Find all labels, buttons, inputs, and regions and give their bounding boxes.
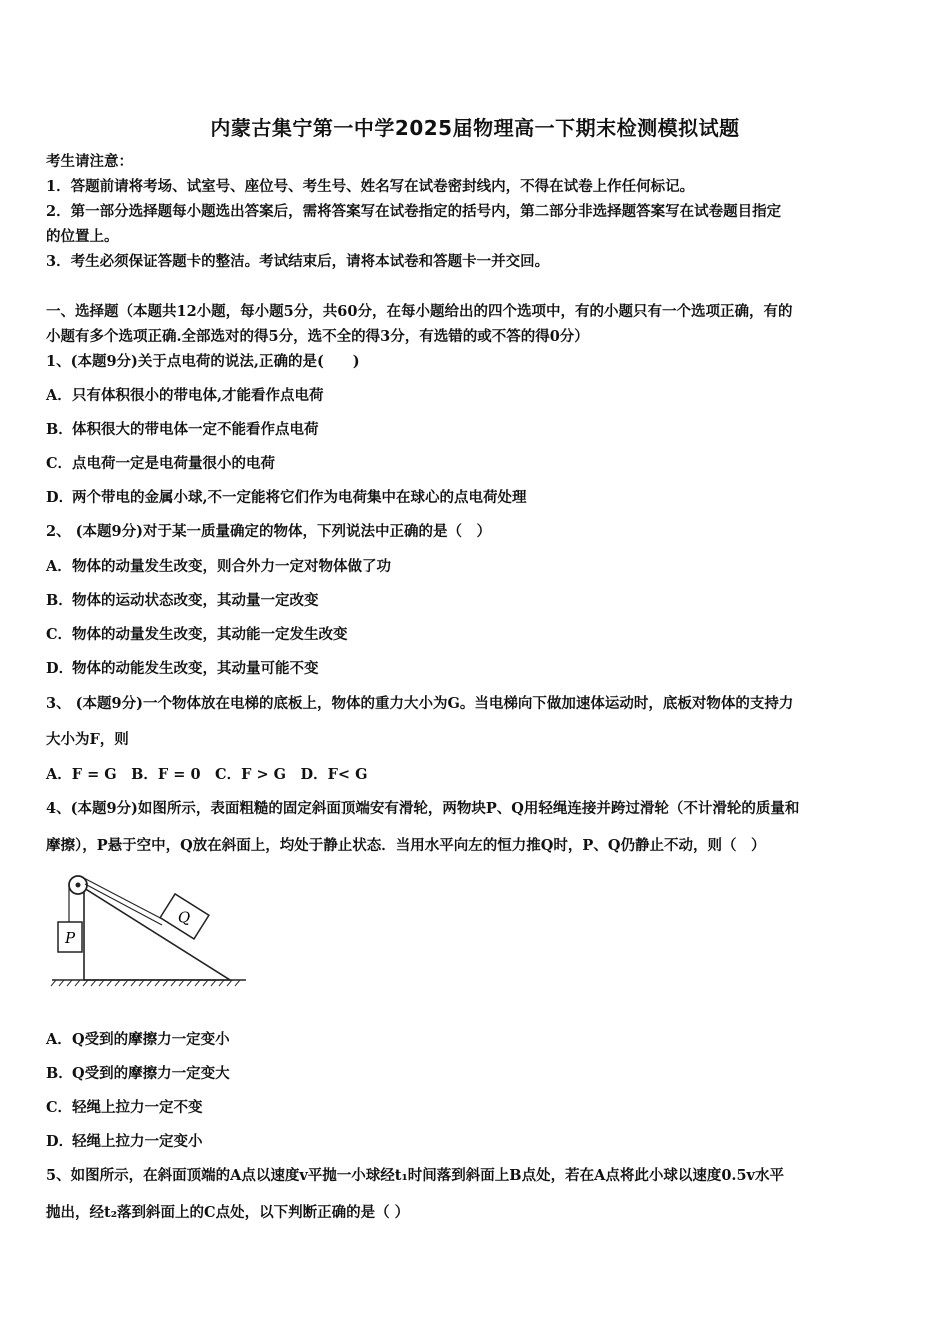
option-text: 物体的动能发生改变，其动量可能不变	[72, 660, 319, 677]
option-letter: D．	[46, 489, 74, 506]
q2-stem: 2、 (本题9分)对于某一质量确定的物体，下列说法中正确的是（ ）	[46, 523, 491, 540]
page-title: 内蒙古集宁第一中学2025届物理高一下期末检测模拟试题	[210, 116, 740, 140]
option-text: 体积很大的带电体一定不能看作点电荷	[72, 421, 319, 438]
option-text: 物体的动量发生改变，则合外力一定对物体做了功	[72, 558, 391, 575]
q1-option-b	[46, 420, 908, 440]
option-text: 物体的运动状态改变，其动量一定改变	[72, 592, 319, 609]
option-text: 两个带电的金属小球,不一定能将它们作为电荷集中在球心的点电荷处理	[72, 489, 527, 506]
ground-hatching	[51, 980, 240, 986]
q1-option-c	[46, 454, 908, 474]
option-text: 点电荷一定是电荷量很小的电荷	[72, 455, 275, 472]
option-letter: D．	[46, 660, 74, 677]
q4-stem-line1: 4、(本题9分)如图所示，表面粗糙的固定斜面顶端安有滑轮，两物块P、Q用轻绳连接并跨过滑轮（不计滑轮的质量和	[46, 800, 800, 817]
option-letter: C．	[46, 455, 73, 472]
incline-triangle	[84, 888, 230, 980]
q5-stem-line1: 5、如图所示，在斜面顶端的A点以速度v平抛一小球经t₁时间落到斜面上B点处，若在A点将此小球以速度0.5v水平	[46, 1167, 784, 1184]
option-text: 物体的动量发生改变，其动能一定发生改变	[72, 626, 348, 643]
option-letter: D．	[46, 1133, 74, 1150]
option-letter: B．	[46, 421, 73, 438]
q2-option-d	[46, 659, 908, 679]
option-letter: C．	[46, 626, 73, 643]
pulley-axle	[76, 883, 81, 888]
q3-options: A．F = G B．F = 0 C．F > G D．F< G	[46, 766, 368, 783]
option-text: 轻绳上拉力一定不变	[72, 1099, 203, 1116]
section-instructions-line2: 小题有多个选项正确.全部选对的得5分，选不全的得3分，有选错的或不答的得0分）	[46, 328, 589, 345]
option-letter: A．	[46, 558, 72, 575]
block-p-label: P	[64, 929, 76, 947]
option-letter: C．	[46, 1099, 73, 1116]
notice-item-2: 2．第一部分选择题每小题选出答案后，需将答案写在试卷指定的括号内，第二部分非选择题答案写在试卷题目指定	[46, 203, 782, 220]
q4-option-c	[46, 1098, 908, 1118]
block-q	[160, 894, 209, 939]
q1-stem: 1、(本题9分)关于点电荷的说法,正确的是( )	[46, 353, 360, 370]
option-letter: B．	[46, 592, 73, 609]
rope-to-q-lower	[85, 884, 162, 925]
q5-stem-line2: 抛出，经t₂落到斜面上的C点处，以下判断正确的是（ ）	[46, 1204, 410, 1221]
notice-item-1: 1．答题前请将考场、试室号、座位号、考生号、姓名写在试卷密封线内，不得在试卷上作任何标记。	[46, 178, 695, 195]
notice-item-2-cont: 的位置上。	[46, 228, 119, 245]
q1-option-d	[46, 488, 908, 508]
option-text: 只有体积很小的带电体,才能看作点电荷	[72, 387, 324, 404]
option-text: 轻绳上拉力一定变小	[72, 1133, 203, 1150]
notice-item-3: 3．考生必须保证答题卡的整洁。考试结束后，请将本试卷和答题卡一并交回。	[46, 253, 550, 270]
incline-pulley-figure	[50, 870, 250, 1000]
q3-stem-line2: 大小为F，则	[46, 731, 129, 748]
q2-option-a	[46, 557, 908, 577]
q4-option-b	[46, 1064, 908, 1084]
notice-heading: 考生请注意：	[46, 153, 133, 170]
q2-option-b	[46, 591, 908, 611]
q4-stem-line2: 摩擦），P悬于空中，Q放在斜面上，均处于静止状态．当用水平向左的恒力推Q时，P、Q仍静止不动，则（ ）	[46, 837, 766, 854]
option-text: Q受到的摩擦力一定变大	[72, 1065, 230, 1082]
section-instructions-line1: 一、选择题（本题共12小题，每小题5分，共60分，在每小题给出的四个选项中，有的小题只有一个选项正确，有的	[46, 303, 793, 320]
block-q-label: Q	[177, 908, 191, 927]
option-text: Q受到的摩擦力一定变小	[72, 1031, 230, 1048]
option-letter: A．	[46, 1031, 72, 1048]
q1-option-a	[46, 386, 908, 406]
q2-option-c	[46, 625, 908, 645]
q4-option-a	[46, 1030, 908, 1050]
q3-stem-line1: 3、 (本题9分)一个物体放在电梯的底板上，物体的重力大小为G。当电梯向下做加速体运动时，底板对物体的支持力	[46, 695, 794, 712]
q4-option-d	[46, 1132, 908, 1152]
option-letter: A．	[46, 387, 72, 404]
option-letter: B．	[46, 1065, 73, 1082]
rope-to-q	[80, 876, 168, 922]
